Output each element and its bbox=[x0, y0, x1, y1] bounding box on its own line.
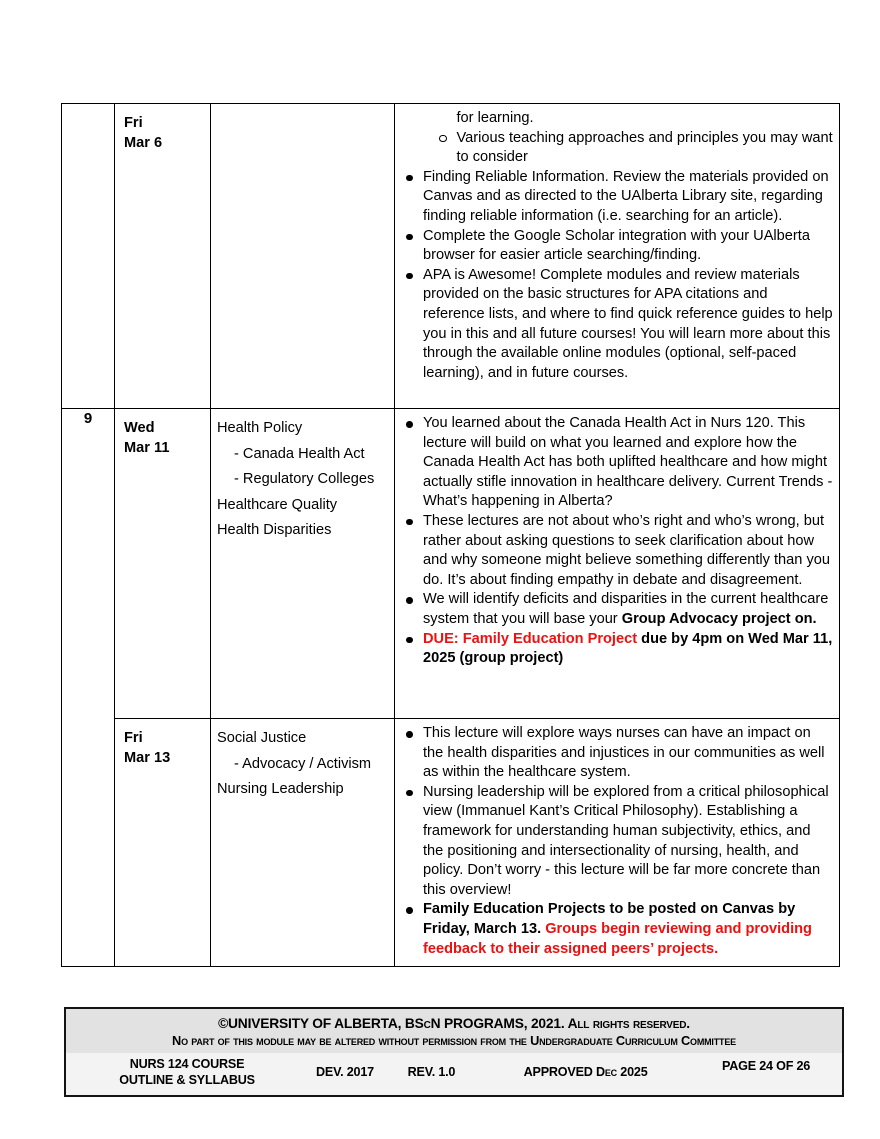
footer-info-band bbox=[66, 1053, 842, 1095]
session-day: Fri bbox=[124, 115, 143, 131]
text-segment: This lecture will explore ways nurses can have an impact on the health disparities and injustices in our communities as well as within the healthcare system. bbox=[423, 725, 825, 781]
hollow-bullet-icon bbox=[439, 135, 447, 143]
date-cell bbox=[115, 719, 211, 967]
session-date: Mar 13 bbox=[124, 750, 171, 766]
text-segment: Family Education Projects to be posted on Canvas by Friday, March 13. bbox=[423, 901, 796, 937]
week-number-cell bbox=[62, 104, 115, 409]
bullet-icon bbox=[406, 175, 413, 182]
footer-copyright-band bbox=[66, 1009, 842, 1053]
topic-line: Healthcare Quality bbox=[217, 496, 338, 513]
bullet-text bbox=[457, 109, 834, 129]
topic-line: - Advocacy / Activism bbox=[234, 755, 372, 772]
bullet-icon bbox=[406, 234, 413, 241]
topics-cell bbox=[211, 719, 395, 967]
doc-title: NURS 124 COURSE OUTLINE & SYLLABUS bbox=[119, 1057, 255, 1087]
text-segment: APA is Awesome! Complete modules and review materials provided on the basic structures for APA citations and reference lists, and where to find quick reference guides to help you in this and all future courses! You will learn more about this through the available online modules (optional, self-paced learning), and in future courses. bbox=[423, 266, 833, 381]
text-segment: Finding Reliable Information. Review the materials provided on Canvas and as directed to the UAlberta Library site, regarding finding reliable information (i.e. searching for an article). bbox=[423, 168, 829, 224]
bullet-item bbox=[432, 109, 833, 129]
text-segment: These lectures are not about who’s right and who’s wrong, but rather about asking questions to seek clarification about how and why someone might believe something differently than you do. It’s about finding empathy in debate and disagreement. bbox=[423, 512, 830, 588]
bullet-item bbox=[399, 630, 833, 669]
bullet-item bbox=[399, 227, 833, 266]
bullet-text bbox=[423, 900, 833, 959]
text-segment: Nursing leadership will be explored from a critical philosophical view (Immanuel Kant’s Critical Philosophy). Establishing a framework for understanding human subjectivity, ethics, and the positioning and intersectionality of nursing, health, and policy. Don’t worry - this lecture will be far more concrete than this overview! bbox=[423, 783, 829, 898]
text-segment: Various teaching approaches and principles you may want to consider bbox=[456, 129, 833, 166]
date-cell bbox=[115, 409, 211, 719]
schedule-row bbox=[62, 104, 840, 409]
dev-date: DEV. 2017 bbox=[315, 1065, 374, 1079]
topics-cell bbox=[211, 104, 395, 409]
bullet-text bbox=[423, 414, 833, 512]
bullet-item bbox=[432, 129, 833, 168]
bullet-item bbox=[399, 512, 833, 590]
bullet-text bbox=[423, 168, 833, 227]
course-schedule-table bbox=[61, 103, 840, 967]
bullet-text bbox=[423, 590, 833, 629]
permission-line: No part of this module may be altered without permission from the Undergraduate Curriculum Committee bbox=[172, 1033, 736, 1048]
session-date: Mar 11 bbox=[124, 440, 170, 456]
text-segment: You learned about the Canada Health Act in Nurs 120. This lecture will build on what you learned and explore how the Canada Health Act has both uplifted healthcare and how might actually stifle innovation in healthcare delivery. Current Trends - What’s happening in Alberta? bbox=[423, 415, 833, 510]
bullet-icon bbox=[406, 907, 413, 914]
date-cell bbox=[115, 104, 211, 409]
bullet-text bbox=[423, 724, 833, 783]
bullet-item bbox=[399, 590, 833, 629]
text-segment: due by 4pm on Wed Mar 11, 2025 (group project) bbox=[423, 630, 833, 667]
topic-line: Social Justice bbox=[217, 730, 307, 746]
bullet-icon bbox=[406, 637, 413, 644]
schedule-row bbox=[62, 409, 840, 719]
topic-line: Health Disparities bbox=[217, 522, 332, 538]
bullet-icon bbox=[406, 790, 413, 797]
session-day: Fri bbox=[124, 730, 143, 746]
text-segment: We will identify deficits and disparities in the current healthcare system that you will base your bbox=[423, 591, 829, 627]
page-number: PAGE 24 OF 26 bbox=[721, 1059, 811, 1073]
bullet-icon bbox=[406, 421, 413, 428]
bullet-text bbox=[423, 630, 833, 669]
bullet-text bbox=[457, 129, 834, 168]
week-number-cell: 9 bbox=[62, 409, 115, 967]
copyright-line: ©UNIVERSITY OF ALBERTA, BScN PROGRAMS, 2021. All rights reserved. bbox=[218, 1016, 690, 1031]
course-schedule-body bbox=[62, 104, 840, 967]
document-footer bbox=[64, 1007, 844, 1097]
approved-date: APPROVED Dec 2025 bbox=[523, 1065, 648, 1079]
text-segment: Groups begin reviewing and providing feedback to their assigned peers’ projects. bbox=[423, 920, 812, 957]
bullet-icon bbox=[406, 597, 413, 604]
bullet-text bbox=[423, 783, 833, 901]
text-segment: Group Advocacy project on. bbox=[621, 610, 817, 627]
session-date: Mar 6 bbox=[124, 135, 163, 151]
bullet-icon bbox=[406, 731, 413, 738]
topic-line: Nursing Leadership bbox=[217, 781, 344, 797]
bullet-text bbox=[423, 227, 833, 266]
session-day: Wed bbox=[124, 420, 155, 436]
bullet-item bbox=[399, 168, 833, 227]
rev-number: REV. 1.0 bbox=[407, 1065, 456, 1079]
topic-line: - Canada Health Act bbox=[234, 445, 365, 462]
details-cell bbox=[395, 719, 840, 967]
topic-line: - Regulatory Colleges bbox=[234, 471, 375, 487]
bullet-item bbox=[399, 414, 833, 512]
topics-cell bbox=[211, 409, 395, 719]
topic-line: Health Policy bbox=[217, 420, 303, 436]
schedule-row bbox=[62, 719, 840, 967]
bullet-item bbox=[399, 783, 833, 901]
text-segment: Complete the Google Scholar integration with your UAlberta browser for easier article searching/finding. bbox=[423, 227, 810, 264]
bullet-item bbox=[399, 724, 833, 783]
text-segment: DUE: Family Education Project bbox=[423, 630, 638, 647]
bullet-item bbox=[399, 266, 833, 384]
text-segment: for learning. bbox=[456, 110, 534, 126]
bullet-text bbox=[423, 512, 833, 590]
bullet-icon bbox=[406, 273, 413, 280]
details-cell bbox=[395, 409, 840, 719]
bullet-icon bbox=[406, 519, 413, 526]
details-cell bbox=[395, 104, 840, 409]
bullet-text bbox=[423, 266, 833, 384]
bullet-item bbox=[399, 900, 833, 959]
